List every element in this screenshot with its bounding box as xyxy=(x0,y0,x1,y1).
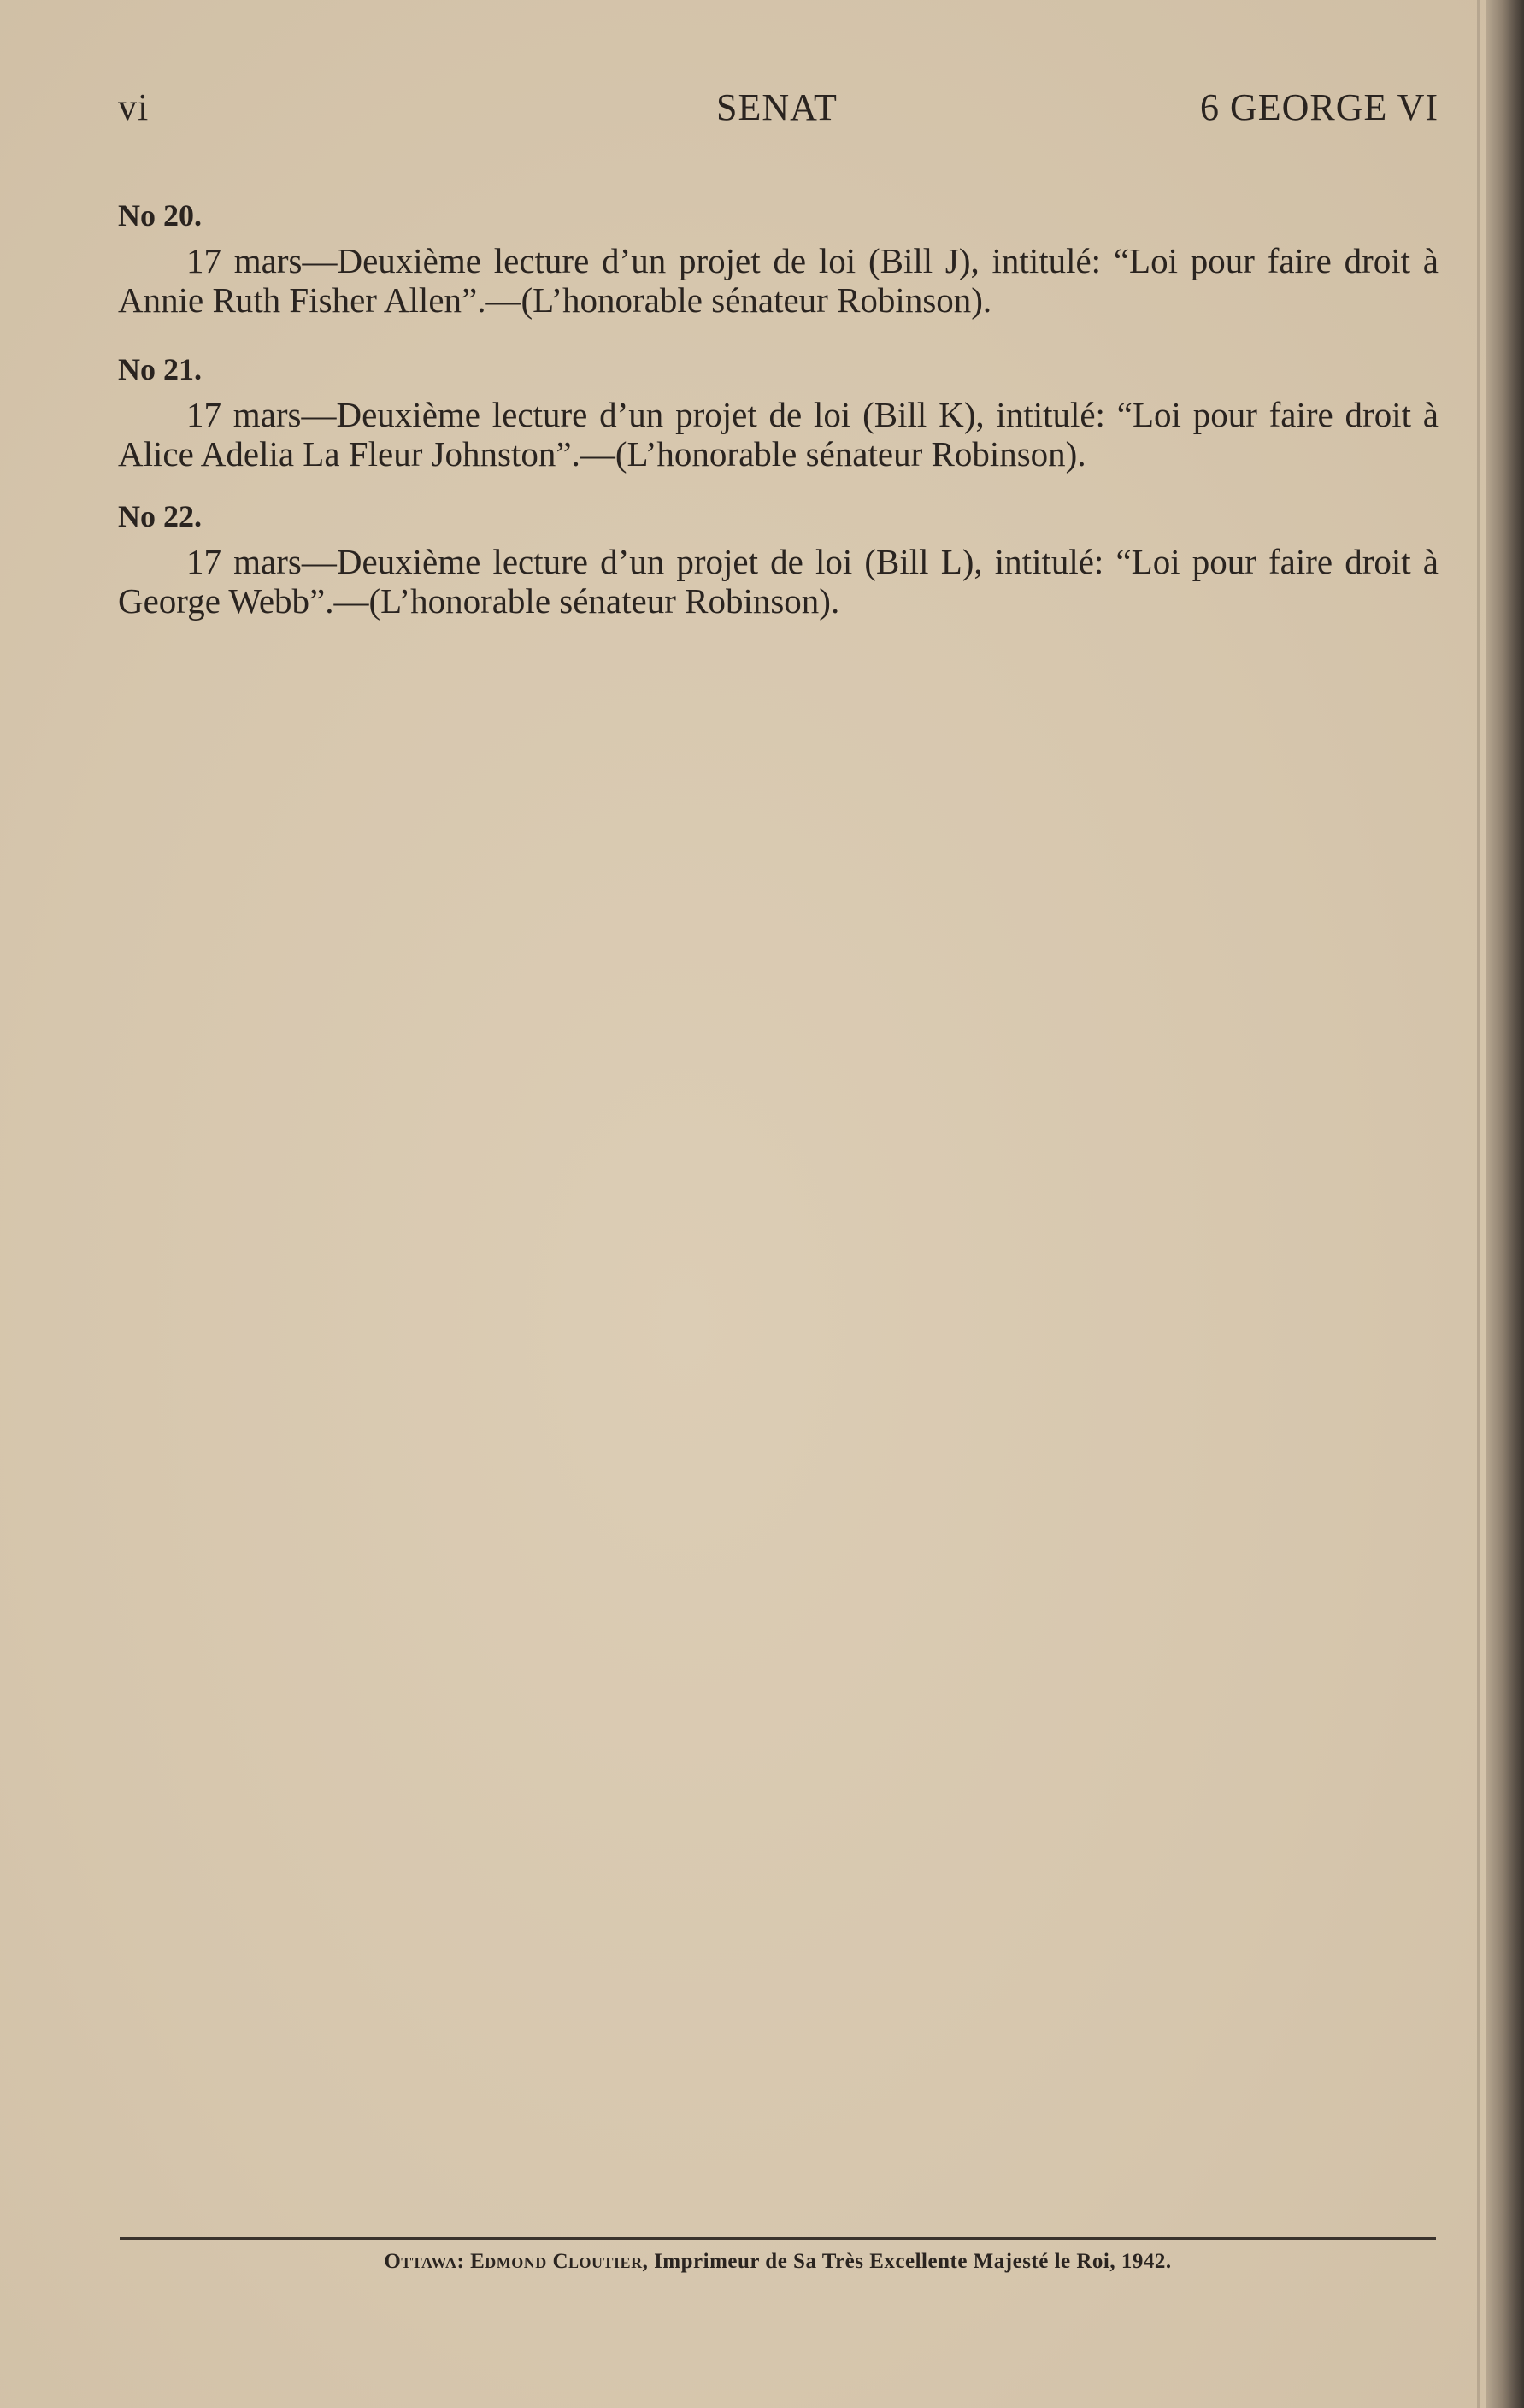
entry-text: 17 mars—Deuxième lecture d’un projet de loi (Bill L), intitulé: “Loi pour faire droit à George Webb”.—(L’honorable sénateur Robinson). xyxy=(118,542,1439,621)
page-fold-shadow xyxy=(1477,0,1480,2408)
footer-rule xyxy=(120,2237,1436,2240)
entry-text: 17 mars—Deuxième lecture d’un projet de loi (Bill K), intitulé: “Loi pour faire droit à Alice Adelia La Fleur Johnston”.—(L’honorable sénateur Robinson). xyxy=(118,395,1439,474)
imprint-city: Ottawa: xyxy=(384,2250,465,2273)
entry-22 xyxy=(118,497,1439,621)
printer-imprint xyxy=(120,2250,1436,2274)
entry-number: No 22. xyxy=(118,499,202,533)
running-header xyxy=(118,85,1439,137)
imprint-printer: Edmond Cloutier, xyxy=(470,2250,649,2273)
imprint-rest: Imprimeur de Sa Très Excellente Majesté le Roi, 1942. xyxy=(654,2250,1172,2273)
book-spine xyxy=(1486,0,1524,2408)
page-number: vi xyxy=(118,86,150,128)
entry-20 xyxy=(118,197,1439,320)
header-reign: 6 GEORGE VI xyxy=(1199,86,1439,128)
entry-21 xyxy=(118,350,1439,474)
entry-number: No 21. xyxy=(118,352,202,386)
entry-text: 17 mars—Deuxième lecture d’un projet de loi (Bill J), intitulé: “Loi pour faire droit à Annie Ruth Fisher Allen”.—(L’honorable sénateur Robinson). xyxy=(118,241,1439,320)
header-title: SENAT xyxy=(716,86,838,128)
entry-number: No 20. xyxy=(118,198,202,233)
